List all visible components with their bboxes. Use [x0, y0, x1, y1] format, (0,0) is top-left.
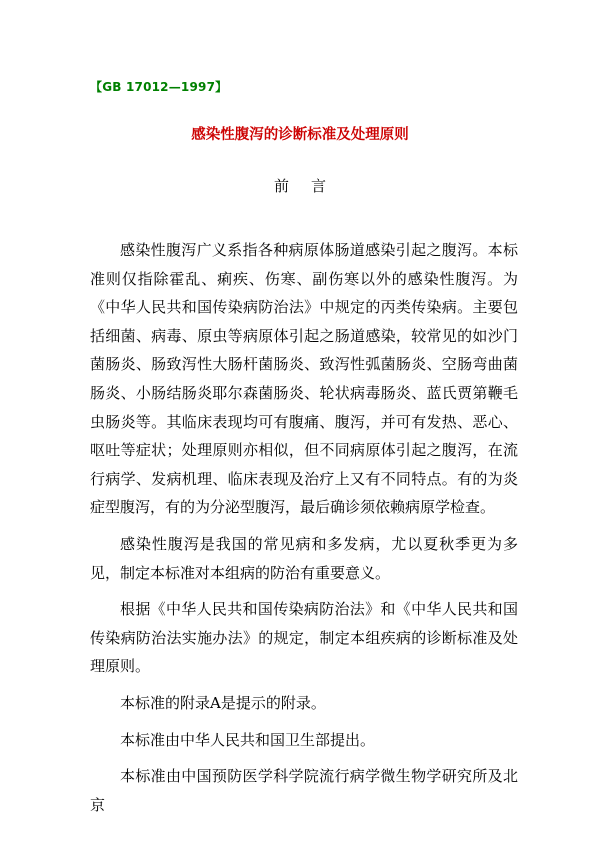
paragraph: 本标准由中国预防医学科学院流行病学微生物学研究所及北京	[90, 767, 518, 814]
paragraph: 本标准由中华人民共和国卫生部提出。	[120, 730, 376, 749]
standard-code: 【GB 17012—1997】	[90, 80, 228, 94]
document-title: 感染性腹泻的诊断标准及处理原则	[191, 127, 409, 143]
paragraph: 本标准的附录A是提示的附录。	[120, 693, 326, 712]
paragraph: 感染性腹泻广义系指各种病原体肠道感染引起之腹泻。本标准则仅指除霍乱、痢疾、伤寒、副伤寒以外的感染性腹泻。为《中华人民共和国传染病防治法》中规定的丙类传染病。主要包括细菌、病毒、原虫等病原体引起之肠道感染，较常见的如沙门菌肠炎、肠致泻性大肠杆菌肠炎、致泻性弧菌肠炎、空肠弯曲菌肠炎、小肠结肠炎耶尔森菌肠炎、轮状病毒肠炎、蓝氏贾第鞭毛虫肠炎等。其临床表现均可有腹痛、腹泻，并可有发热、恶心、呕吐等症状；处理原则亦相似，但不同病原体引起之腹泻，在流行病学、发病机理、临床表现及治疗上又有不同特点。有的为炎症型腹泻，有的为分泌型腹泻，最后确诊须依赖病原学检查。	[90, 241, 518, 517]
paragraph: 感染性腹泻是我国的常见病和多发病，尤以夏秋季更为多见，制定本标准对本组病的防治有重要意义。	[90, 534, 518, 582]
document-body	[90, 236, 518, 827]
section-heading-preface: 前言	[273, 177, 348, 195]
paragraph: 根据《中华人民共和国传染病防治法》和《中华人民共和国传染病防治法实施办法》的规定，制定本组疾病的诊断标准及处理原则。	[90, 600, 518, 676]
